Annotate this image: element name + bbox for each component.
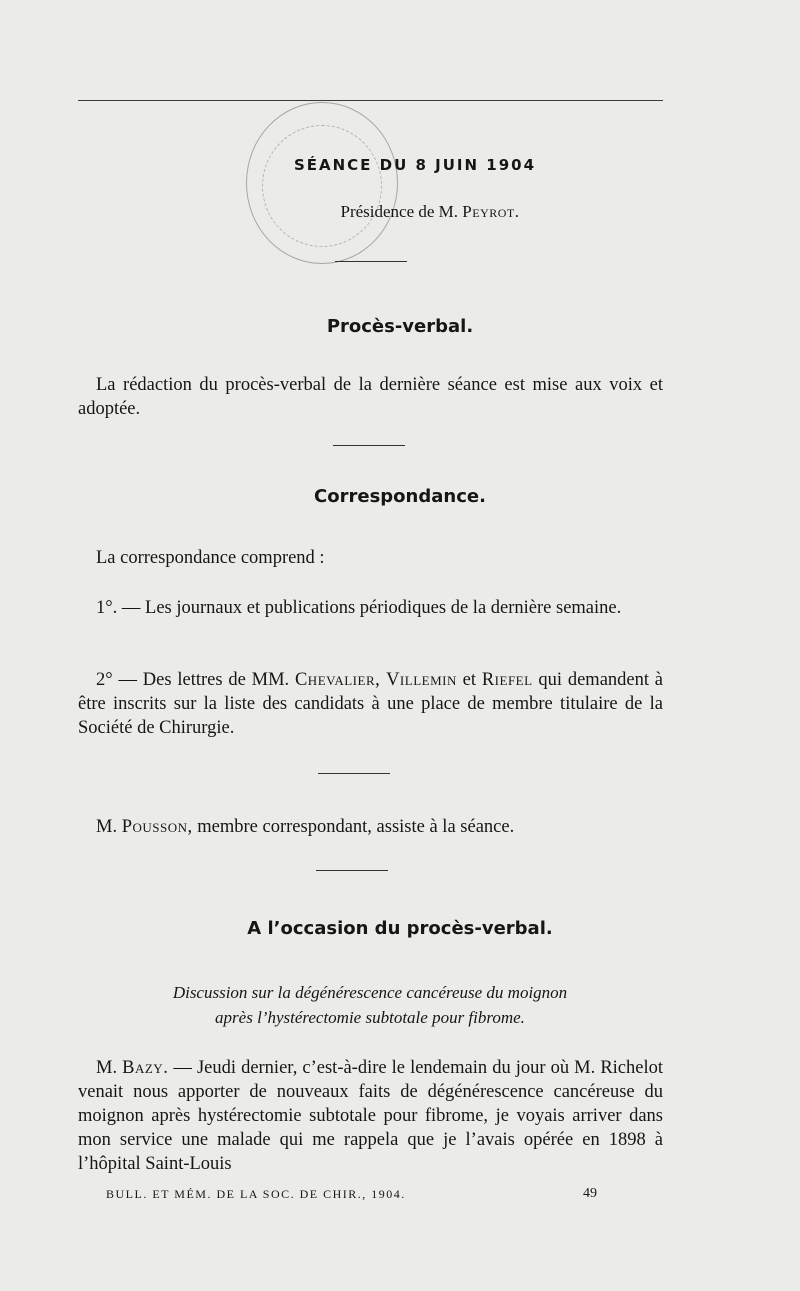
discussion-subtitle-line-2: après l’hystérectomie subtotale pour fibrome. bbox=[215, 1008, 525, 1027]
section-divider-2 bbox=[318, 773, 390, 774]
section-divider-3 bbox=[316, 870, 388, 871]
occasion-heading: A l’occasion du procès-verbal. bbox=[247, 918, 553, 939]
proces-verbal-heading: Procès-verbal. bbox=[326, 316, 474, 337]
item2-prefix: 2° — Des lettres de MM. bbox=[96, 670, 290, 690]
name-riefel: Riefel bbox=[481, 670, 533, 690]
name-chevalier: Chevalier, bbox=[294, 670, 381, 690]
attendance-text: membre correspondant, assiste à la séance. bbox=[197, 817, 515, 837]
discussion-subtitle-line-1: Discussion sur la dégénérescence cancéreuse du moignon bbox=[172, 983, 568, 1002]
correspondance-heading: Correspondance. bbox=[314, 486, 486, 507]
speaker-bazy: Bazy. bbox=[122, 1058, 169, 1078]
name-villemin: Villemin bbox=[386, 670, 457, 690]
proces-verbal-text: La rédaction du procès-verbal de la dernière séance est mise aux voix et adoptée. bbox=[78, 375, 663, 419]
item2-rest: qui demandent à être inscrits sur la liste des candidats à une place de membre titulaire de la Société de Chirurgie. bbox=[78, 670, 664, 738]
conjunction-et: et bbox=[462, 670, 477, 690]
section-divider-1 bbox=[333, 445, 405, 446]
running-footer: BULL. ET MÉM. DE LA SOC. DE CHIR., 1904. bbox=[106, 1187, 406, 1201]
library-stamp-inner-ring bbox=[262, 125, 382, 247]
bazy-paragraph bbox=[78, 1056, 663, 1176]
correspondance-item-1: 1°. — Les journaux et publications périodiques de la dernière semaine. bbox=[96, 598, 622, 618]
presidency-rule bbox=[335, 261, 407, 262]
attendance-note bbox=[78, 815, 663, 839]
correspondance-item-2 bbox=[78, 668, 663, 740]
session-title: SÉANCE DU 8 JUIN 1904 bbox=[293, 156, 537, 174]
speaker-prefix: M. bbox=[96, 1058, 118, 1078]
bazy-text: — Jeudi dernier, c’est-à-dire le lendemain du jour où M. Richelot venait nous apporter de nouveaux faits de dégénérescence cancéreuse du moignon après hystérectomie subtotale pour fibrome, je voyais arriver dans mon service une malade qui me rappela que je l’avais opérée en 1898 à l’hôpital Saint-Louis bbox=[78, 1058, 663, 1174]
correspondance-intro: La correspondance comprend : bbox=[96, 548, 325, 568]
presidency-prefix: Présidence de M. bbox=[340, 202, 459, 221]
attendance-prefix: M. bbox=[96, 817, 118, 837]
president-name: Peyrot. bbox=[462, 202, 520, 221]
name-pousson: Pousson, bbox=[121, 817, 193, 837]
page-number: 49 bbox=[583, 1186, 597, 1201]
presidency-line bbox=[0, 202, 800, 222]
top-rule bbox=[78, 100, 663, 101]
